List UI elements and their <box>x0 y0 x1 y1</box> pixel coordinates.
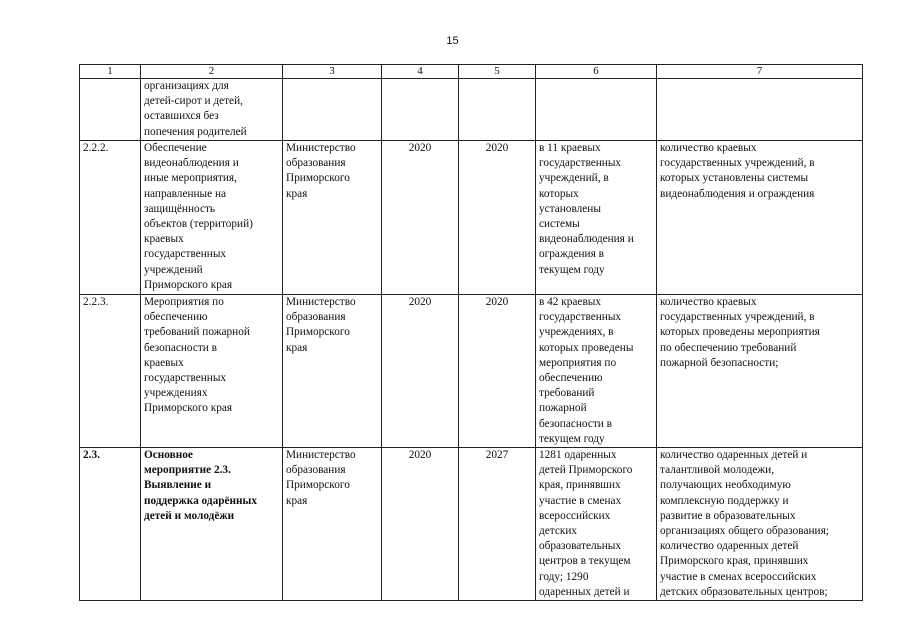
item-end-year: 2027 <box>459 448 536 601</box>
item-indicator: количество краевых государственных учреждений, в которых проведены мероприятия по обеспечению требований пожарной безопасности; <box>657 295 863 448</box>
page-number: 15 <box>446 35 459 47</box>
item-number: 2.2.3. <box>80 295 141 448</box>
column-header: 5 <box>459 65 536 79</box>
column-header: 4 <box>382 65 459 79</box>
program-table <box>79 64 863 601</box>
item-start-year: 2020 <box>382 295 459 448</box>
item-result: в 11 краевых государственных учреждений, в которых установлены системы видеонаблюдения и ограждения в текущем году <box>536 141 657 295</box>
item-result <box>536 79 657 141</box>
item-indicator: количество краевых государственных учреждений, в которых установлены системы видеонаблюдения и ограждения <box>657 141 863 295</box>
column-header: 2 <box>141 65 283 79</box>
item-number: 2.2.2. <box>80 141 141 295</box>
item-result: в 42 краевых государственных учреждениях, в которых проведены мероприятия по обеспечению требований пожарной безопасности в текущем году <box>536 295 657 448</box>
column-header: 1 <box>80 65 141 79</box>
item-executor: Министерство образования Приморского края <box>283 295 382 448</box>
column-header: 6 <box>536 65 657 79</box>
item-name: Обеспечение видеонаблюдения и иные мероприятия, направленные на защищённость объектов (территорий) краевых государственных учреждений Приморского края <box>141 141 283 295</box>
item-number: 2.3. <box>80 448 141 601</box>
item-name: Мероприятия по обеспечению требований пожарной безопасности в краевых государственных учреждениях Приморского края <box>141 295 283 448</box>
item-indicator <box>657 79 863 141</box>
item-start-year: 2020 <box>382 448 459 601</box>
item-start-year <box>382 79 459 141</box>
column-header: 7 <box>657 65 863 79</box>
table-row <box>80 448 863 601</box>
table-row <box>80 79 863 141</box>
item-name: Основное мероприятие 2.3. Выявление и поддержка одарённых детей и молодёжи <box>141 448 283 601</box>
item-start-year: 2020 <box>382 141 459 295</box>
item-executor <box>283 79 382 141</box>
item-number <box>80 79 141 141</box>
item-result: 1281 одаренных детей Приморского края, принявших участие в сменах всероссийских детских образовательных центров в текущем году; 1290 одаренных детей и <box>536 448 657 601</box>
item-executor: Министерство образования Приморского края <box>283 448 382 601</box>
column-header: 3 <box>283 65 382 79</box>
item-executor: Министерство образования Приморского края <box>283 141 382 295</box>
item-end-year <box>459 79 536 141</box>
item-indicator: количество одаренных детей и талантливой молодежи, получающих необходимую комплексную поддержку и развитие в образовательных организациях общего образования; количество одаренных детей Приморского края, принявших участие в сменах всероссийских детских образовательных центров; <box>657 448 863 601</box>
table-row <box>80 295 863 448</box>
table-row <box>80 141 863 295</box>
item-name: организациях для детей-сирот и детей, оставшихся без попечения родителей <box>141 79 283 141</box>
item-end-year: 2020 <box>459 141 536 295</box>
column-number-row <box>80 65 863 79</box>
item-end-year: 2020 <box>459 295 536 448</box>
